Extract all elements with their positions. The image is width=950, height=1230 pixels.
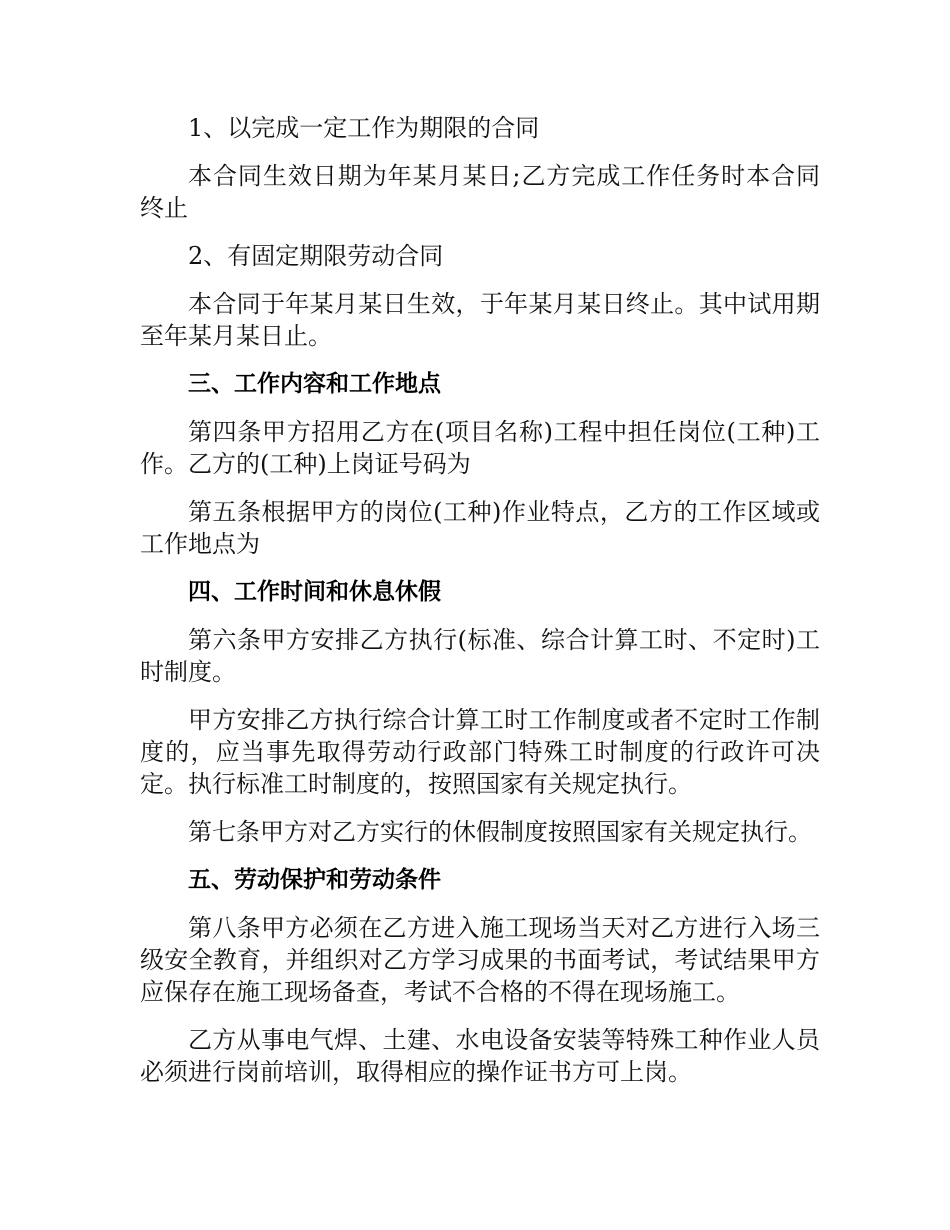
paragraph-article-8: 第八条甲方必须在乙方进入施工现场当天对乙方进行入场三级安全教育，并组织对乙方学习成果的书面考试，考试结果甲方应保存在施工现场备查，考试不合格的不得在现场施工。 xyxy=(140,914,820,1006)
paragraph-article-7: 第七条甲方对乙方实行的休假制度按照国家有关规定执行。 xyxy=(188,818,812,846)
section-heading-work-content: 三、工作内容和工作地点 xyxy=(188,371,441,397)
paragraph-special-workers: 乙方从事电气焊、土建、水电设备安装等特殊工种作业人员必须进行岗前培训，取得相应的操作证书方可上岗。 xyxy=(140,1026,820,1086)
paragraph-effective-date-1: 本合同生效日期为年某月某日;乙方完成工作任务时本合同终止 xyxy=(140,162,820,222)
paragraph-article-6: 第六条甲方安排乙方执行(标准、综合计算工时、不定时)工时制度。 xyxy=(140,626,820,686)
paragraph-article-5: 第五条根据甲方的岗位(工种)作业特点，乙方的工作区域或工作地点为 xyxy=(140,498,820,558)
paragraph-contract-type-2: 2、有固定期限劳动合同 xyxy=(188,242,444,270)
paragraph-article-4: 第四条甲方招用乙方在(项目名称)工程中担任岗位(工种)工作。乙方的(工种)上岗证号码为 xyxy=(140,418,820,478)
section-heading-labor-protection: 五、劳动保护和劳动条件 xyxy=(188,867,441,893)
paragraph-effective-date-2: 本合同于年某月某日生效，于年某月某日终止。其中试用期至年某月某日止。 xyxy=(140,290,820,350)
document-body xyxy=(140,112,820,1104)
section-heading-working-hours: 四、工作时间和休息休假 xyxy=(188,579,441,605)
paragraph-special-hours: 甲方安排乙方执行综合计算工时工作制度或者不定时工作制度的，应当事先取得劳动行政部门特殊工时制度的行政许可决定。执行标准工时制度的，按照国家有关规定执行。 xyxy=(140,706,820,798)
paragraph-contract-type-1: 1、以完成一定工作为期限的合同 xyxy=(188,114,540,142)
